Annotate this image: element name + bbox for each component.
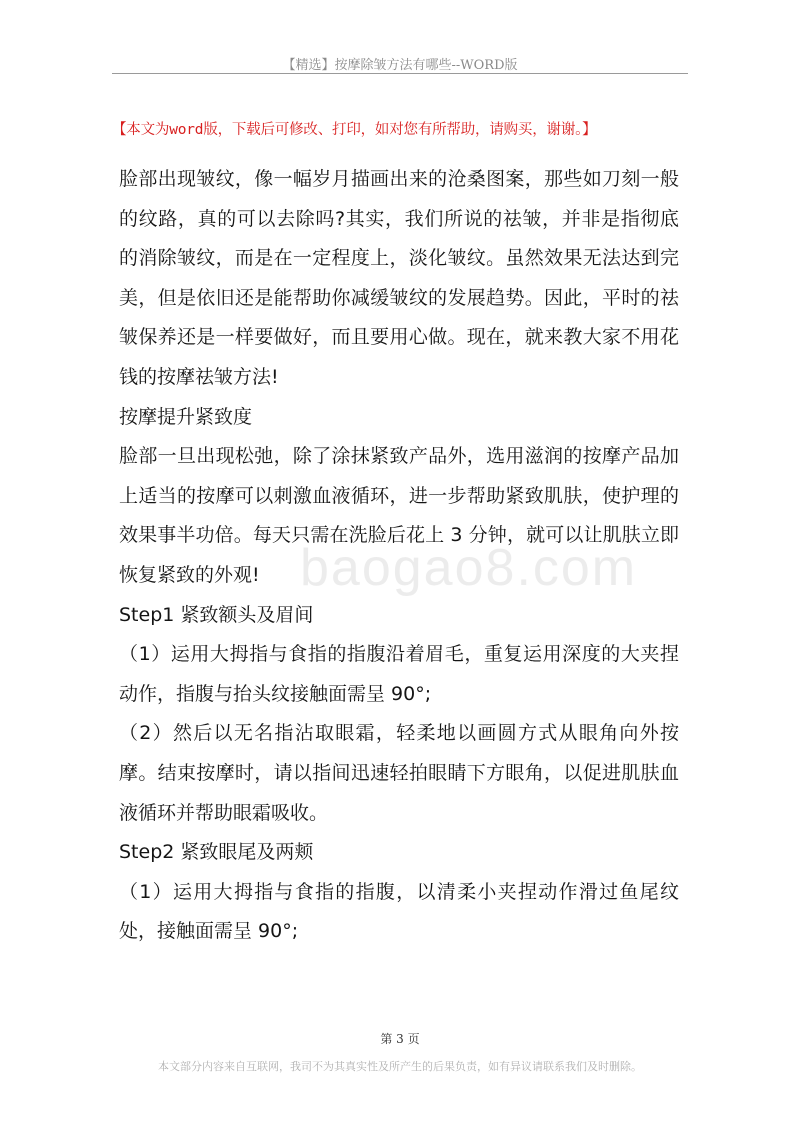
word-version-notice: 【本文为word版，下载后可修改、打印，如对您有所帮助，请购买，谢谢。】 <box>112 122 597 138</box>
step-heading: Step1 紧致额头及眉间 <box>119 603 314 626</box>
step-item: （2）然后以无名指沾取眼霜，轻柔地以画圆方式从眼角向外按摩。结束按摩时，请以指间迅速轻拍眼睛下方眼角，以促进肌肤血液循环并帮助眼霜吸收。 <box>119 722 679 824</box>
step-item: （1）运用大拇指与食指的指腹沿着眉毛，重复运用深度的大夹捏动作，指腹与抬头纹接触面需呈 90°; <box>119 643 679 705</box>
page-number: 第 3 页 <box>380 1032 420 1046</box>
article-body <box>119 160 679 952</box>
step-heading: Step2 紧致眼尾及两颊 <box>119 841 314 864</box>
watermark: baogao8.com <box>300 539 638 597</box>
section-heading: 按摩提升紧致度 <box>119 405 253 428</box>
intro-paragraph: 脸部出现皱纹，像一幅岁月描画出来的沧桑图案，那些如刀刻一般的纹路，真的可以去除吗?其实，我们所说的祛皱，并非是指彻底的消除皱纹，而是在一定程度上，淡化皱纹。虽然效果无法达到完美，但是依旧还是能帮助你减缓皱纹的发展趋势。因此，平时的祛皱保养还是一样要做好，而且要用心做。现在，就来教大家不用花钱的按摩祛皱方法! <box>119 168 679 388</box>
body-paragraph: 脸部一旦出现松弛，除了涂抹紧致产品外，选用滋润的按摩产品加上适当的按摩可以刺激血液循环，进一步帮助紧致肌肤，使护理的效果事半功倍。每天只需在洗脸后花上 3 分钟，就可以让肌肤立即恢复紧致的外观! <box>119 445 679 586</box>
step-item: （1）运用大拇指与食指的指腹，以清柔小夹捏动作滑过鱼尾纹处，接触面需呈 90°; <box>119 880 679 943</box>
header-divider <box>112 73 688 74</box>
footer-disclaimer: 本文部分内容来自互联网，我司不为其真实性及所产生的后果负责，如有异议请联系我们及时删除。 <box>158 1060 642 1073</box>
page-header-title: 【精选】按摩除皱方法有哪些--WORD版 <box>282 58 518 73</box>
